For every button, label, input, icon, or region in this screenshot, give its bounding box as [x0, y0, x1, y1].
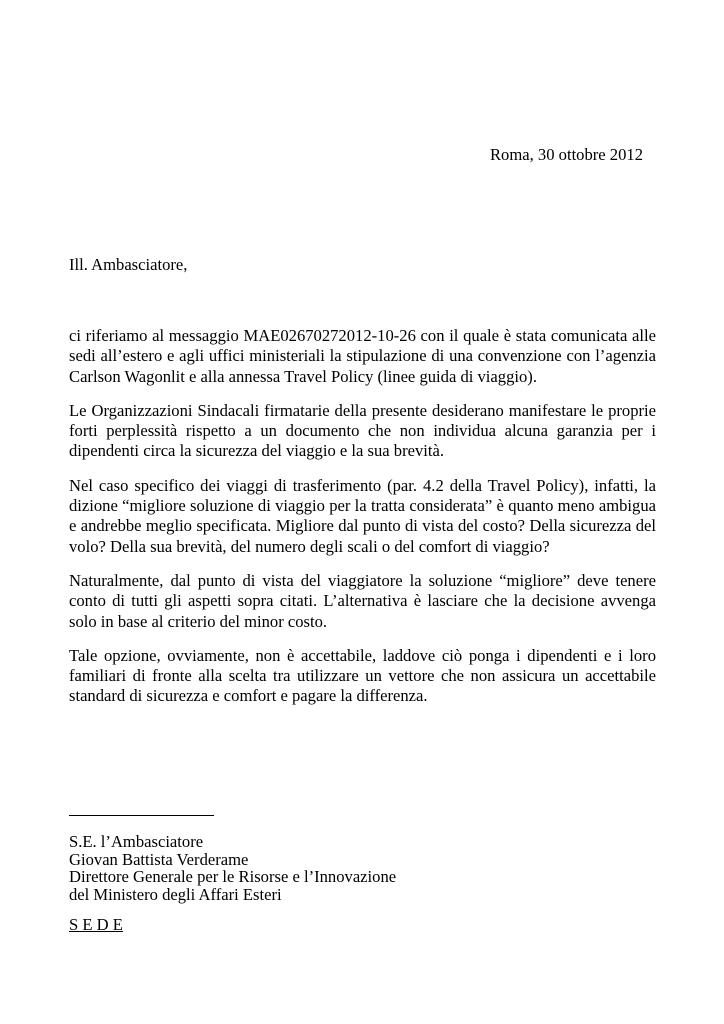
paragraph-transfer-travel: Nel caso specifico dei viaggi di trasferimento (par. 4.2 della Travel Policy), infatti, la dizione “migliore soluzione di viaggio per la tratta considerata” è quanto meno ambigua e andrebbe meglio specificata. Migliore dal punto di vista del costo? Della sicurezza del volo? Della sua brevità, del numero degli scali o del comfort di viaggio? [69, 475, 656, 556]
addressee-block [69, 833, 629, 903]
letter-body [69, 326, 656, 721]
addressee-ministry: del Ministero degli Affari Esteri [69, 884, 282, 904]
sede-label: S E D E [69, 915, 123, 934]
addressee-title: S.E. l’Ambasciatore [69, 832, 204, 851]
paragraph-message-reference: ci riferiamo al messaggio MAE02670272012-10-26 con il quale è stata comunicata alle sedi all’estero e agli uffici ministeriali la stipulazione di una convenzione con l’agenzia Carlson Wagonlit e alla annessa Travel Policy (linee guida di viaggio). [69, 326, 656, 386]
addressee-name: Giovan Battista Verderame [69, 849, 249, 869]
paragraph-best-solution: Naturalmente, dal punto di vista del viaggiatore la soluzione “migliore” deve tenere conto di tutti gli aspetti sopra citati. L’alternativa è lasciare che la decisione avvenga solo in base al criterio del minor costo. [69, 570, 656, 631]
addressee-role: Direttore Generale per le Risorse e l’Innovazione [69, 867, 397, 886]
date-line: Roma, 30 ottobre 2012 [489, 145, 643, 164]
separator-rule [69, 815, 214, 816]
paragraph-option-unacceptable: Tale opzione, ovviamente, non è accettabile, laddove ciò ponga i dipendenti e i loro familiari di fronte alla scelta tra utilizzare un vettore che non assicura un accettabile standard di sicurezza e comfort e pagare la differenza. [69, 645, 656, 706]
paragraph-unions-concerns: Le Organizzazioni Sindacali firmatarie della presente desiderano manifestare le proprie forti perplessità rispetto a un documento che non individua alcuna garanzia per i dipendenti circa la sicurezza del viaggio e la sua brevità. [69, 400, 656, 461]
salutation: Ill. Ambasciatore, [69, 255, 188, 274]
